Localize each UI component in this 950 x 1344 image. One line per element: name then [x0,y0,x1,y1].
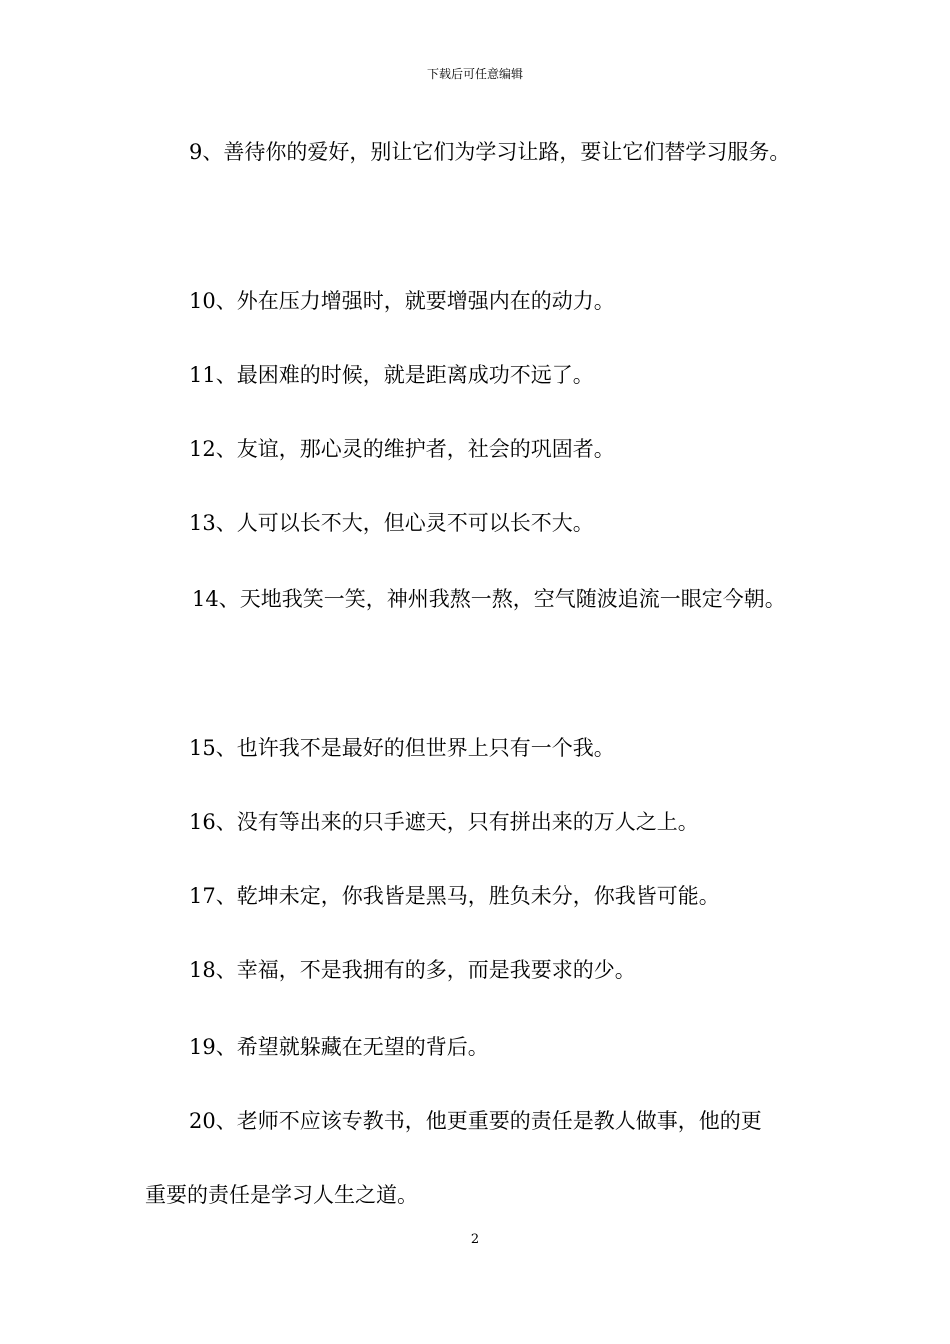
quote-line-20: 20、老师不应该专教书，他更重要的责任是教人做事，他的更 [189,1109,762,1133]
quote-line-20-continued: 重要的责任是学习人生之道。 [145,1183,418,1207]
quote-line-14: 14、天地我笑一笑，神州我熬一熬，空气随波追流一眼定今朝。 [192,587,786,611]
quote-line-11: 11、最困难的时候，就是距离成功不远了。 [189,363,594,387]
header-note: 下载后可任意编辑 [426,67,523,81]
quote-line-18: 18、幸福，不是我拥有的多，而是我要求的少。 [189,958,636,982]
quote-line-10: 10、外在压力增强时，就要增强内在的动力。 [189,289,615,313]
quote-line-9: 9、善待你的爱好，别让它们为学习让路，要让它们替学习服务。 [189,140,791,164]
quote-line-12: 12、友谊，那心灵的维护者，社会的巩固者。 [189,437,615,461]
quote-line-13: 13、人可以长不大，但心灵不可以长不大。 [189,511,594,535]
quote-line-17: 17、乾坤未定，你我皆是黑马，胜负未分，你我皆可能。 [189,884,720,908]
quote-line-16: 16、没有等出来的只手遮天，只有拼出来的万人之上。 [189,810,699,834]
quote-line-19: 19、希望就躲藏在无望的背后。 [189,1035,489,1059]
quote-line-15: 15、也许我不是最好的但世界上只有一个我。 [189,736,615,760]
page-number: 2 [470,1232,480,1247]
